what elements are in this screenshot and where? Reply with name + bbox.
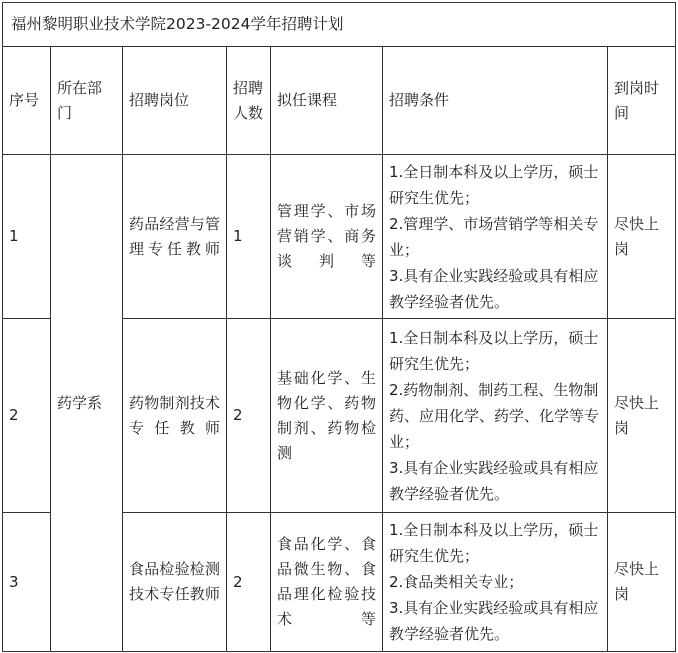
condition-line: 3.具有企业实践经验或具有相应教学经验者优先。 (389, 599, 599, 643)
header-position: 招聘岗位 (123, 47, 227, 155)
condition-line: 1.全日制本科及以上学历，硕士研究生优先； (389, 521, 599, 565)
condition-line: 2.管理学、市场营销学等相关专业； (389, 214, 599, 259)
row-count: 1 (227, 155, 271, 319)
row-no: 2 (3, 319, 51, 513)
row-count: 2 (227, 319, 271, 513)
row-arrival: 尽快上岗 (608, 513, 676, 652)
condition-line: 3.具有企业实践经验或具有相应教学经验者优先。 (389, 458, 599, 503)
header-count: 招聘人数 (227, 47, 271, 155)
recruitment-table (2, 2, 676, 652)
header-conditions: 招聘条件 (383, 47, 608, 155)
condition-line: 1.全日制本科及以上学历，硕士研究生优先； (389, 162, 599, 207)
department-cell: 药学系 (51, 155, 123, 652)
row-position: 药品经营与管理专任教师 (123, 155, 227, 319)
row-position: 药物制剂技术专任教师 (123, 319, 227, 513)
header-dept: 所在部门 (51, 47, 123, 155)
row-courses: 基础化学、生物化学、药物制剂、药物检测 (271, 319, 383, 513)
condition-line: 2.药物制剂、制药工程、生物制药、应用化学、药学、化学等专业； (389, 380, 600, 451)
row-arrival: 尽快上岗 (608, 319, 676, 513)
header-row (3, 47, 676, 155)
row-no: 1 (3, 155, 51, 319)
header-no: 序号 (3, 47, 51, 155)
condition-line: 2.食品类相关专业； (389, 573, 524, 591)
row-courses: 管理学、市场营销学、商务谈判等 (271, 155, 383, 319)
header-arrival: 到岗时间 (608, 47, 676, 155)
row-no: 3 (3, 513, 51, 652)
row-count: 2 (227, 513, 271, 652)
row-conditions (383, 155, 608, 319)
row-position: 食品检验检测技术专任教师 (123, 513, 227, 652)
row-conditions (383, 319, 608, 513)
header-courses: 拟任课程 (271, 47, 383, 155)
condition-line: 1.全日制本科及以上学历，硕士研究生优先； (389, 328, 599, 373)
row-arrival: 尽快上岗 (608, 155, 676, 319)
condition-line: 3.具有企业实践经验或具有相应教学经验者优先。 (389, 266, 599, 311)
row-conditions (383, 513, 608, 652)
table-row (3, 155, 676, 319)
row-courses: 食品化学、食品微生物、食品理化检验技术等 (271, 513, 383, 652)
table-title: 福州黎明职业技术学院2023-2024学年招聘计划 (3, 3, 676, 47)
